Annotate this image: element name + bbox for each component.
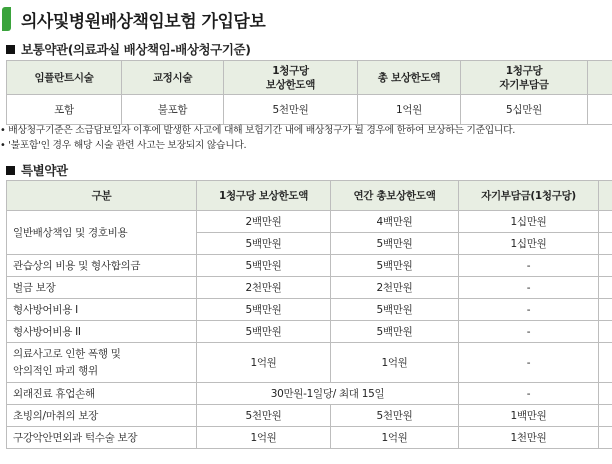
row-label: 형사방어비용 I: [7, 299, 197, 321]
table-row: [7, 321, 612, 343]
header-cell: 1청구당 보상한도액: [197, 181, 331, 211]
section-basic-terms: [6, 40, 251, 58]
table-cell: 포함: [7, 95, 122, 125]
table-cell-extra: [599, 211, 612, 233]
table-row: [7, 95, 612, 125]
table-cell: 1천만원: [459, 427, 599, 449]
table-cell: 2천만원: [331, 277, 459, 299]
table-cell: 1십만원: [459, 211, 599, 233]
table-cell: 1백만원: [459, 405, 599, 427]
section-title: 특별약관: [21, 163, 68, 178]
table-header-row: [7, 61, 612, 95]
table-cell: 5천만원: [224, 95, 358, 125]
table-cell: 2천만원: [197, 277, 331, 299]
table-row: [7, 427, 612, 449]
table-cell: -: [459, 299, 599, 321]
table-cell: -: [459, 277, 599, 299]
table-cell: -: [459, 321, 599, 343]
row-label: 외래진료 휴업손해: [7, 383, 197, 405]
table-row: [7, 255, 612, 277]
table-cell: 1십만원: [459, 233, 599, 255]
table-row: [7, 211, 612, 233]
table-row: [7, 277, 612, 299]
table-cell: 5천만원: [331, 405, 459, 427]
page-title: 의사및병원배상책임보험 가입담보: [21, 11, 266, 32]
header-cell: 연간 총보상한도액: [331, 181, 459, 211]
table-cell: -: [459, 383, 599, 405]
table-row: [7, 299, 612, 321]
page-title-bar: [2, 4, 612, 34]
notes: [0, 123, 515, 153]
table-cell: 5백만원: [197, 299, 331, 321]
table-cell-extra: [599, 233, 612, 255]
table-cell-extra: [599, 427, 612, 449]
square-bullet-icon: [6, 45, 15, 54]
table-cell-extra: [599, 299, 612, 321]
header-cell: 교정시술: [122, 61, 224, 95]
header-cell-extra: [588, 61, 612, 95]
header-cell-extra: [599, 181, 612, 211]
basic-terms-table: [6, 60, 612, 125]
header-cell: 임플란트시술: [7, 61, 122, 95]
table-header-row: [7, 181, 612, 211]
table-cell: -: [459, 343, 599, 383]
table-cell: -: [459, 255, 599, 277]
section-special-terms: [6, 161, 68, 179]
table-row: [7, 405, 612, 427]
square-bullet-icon: [6, 166, 15, 175]
table-cell: 5백만원: [331, 299, 459, 321]
merged-cell: 30만원-1일당/ 최대 15일: [197, 383, 459, 405]
header-cell: 1청구당 자기부담금: [461, 61, 588, 95]
row-label: 구강악안면외과 턱수술 보장: [7, 427, 197, 449]
table-cell: 5백만원: [197, 233, 331, 255]
title-accent-bar: [2, 7, 11, 31]
row-label: 벌금 보장: [7, 277, 197, 299]
table-cell: 5십만원: [461, 95, 588, 125]
header-cell: 1청구당 보상한도액: [224, 61, 358, 95]
table-cell: 불포함: [122, 95, 224, 125]
table-cell: 1억원: [197, 343, 331, 383]
table-cell-extra: [588, 95, 612, 125]
row-label: 일반배상책임 및 경호비용: [7, 211, 197, 255]
row-label: 초빙의/마취의 보장: [7, 405, 197, 427]
table-cell: 4백만원: [331, 211, 459, 233]
table-cell: 5천만원: [197, 405, 331, 427]
header-cell: 총 보상한도액: [358, 61, 461, 95]
special-terms-table: [6, 180, 612, 449]
table-cell: 1억원: [197, 427, 331, 449]
table-row: [7, 383, 612, 405]
table-cell-extra: [599, 277, 612, 299]
note-line: • '불포함'인 경우 해당 시술 관련 사고는 보장되지 않습니다.: [0, 140, 247, 151]
note-line: • 배상청구기준은 소급담보일자 이후에 발생한 사고에 대해 보험기간 내에 배상청구가 될 경우에 한하여 보상하는 기준입니다.: [0, 125, 516, 136]
table-cell: 5백만원: [197, 321, 331, 343]
table-cell: 5백만원: [331, 233, 459, 255]
table-cell: 1억원: [331, 343, 459, 383]
table-cell-extra: [599, 343, 612, 383]
table-cell-extra: [599, 255, 612, 277]
header-cell: 구분: [7, 181, 197, 211]
table-cell-extra: [599, 383, 612, 405]
table-cell: 5백만원: [197, 255, 331, 277]
header-cell: 자기부담금(1청구당): [459, 181, 599, 211]
table-cell-extra: [599, 321, 612, 343]
row-label: 형사방어비용 II: [7, 321, 197, 343]
table-cell: 1억원: [358, 95, 461, 125]
table-cell: 5백만원: [331, 255, 459, 277]
table-cell: 1억원: [331, 427, 459, 449]
section-title: 보통약관(의료과실 배상책임-배상청구기준): [21, 42, 251, 57]
table-cell-extra: [599, 405, 612, 427]
table-cell: 2백만원: [197, 211, 331, 233]
row-label: 관습상의 비용 및 형사합의금: [7, 255, 197, 277]
table-row: [7, 343, 612, 383]
row-label: 의료사고로 인한 폭행 및 악의적인 파괴 행위: [7, 343, 197, 383]
table-cell: 5백만원: [331, 321, 459, 343]
